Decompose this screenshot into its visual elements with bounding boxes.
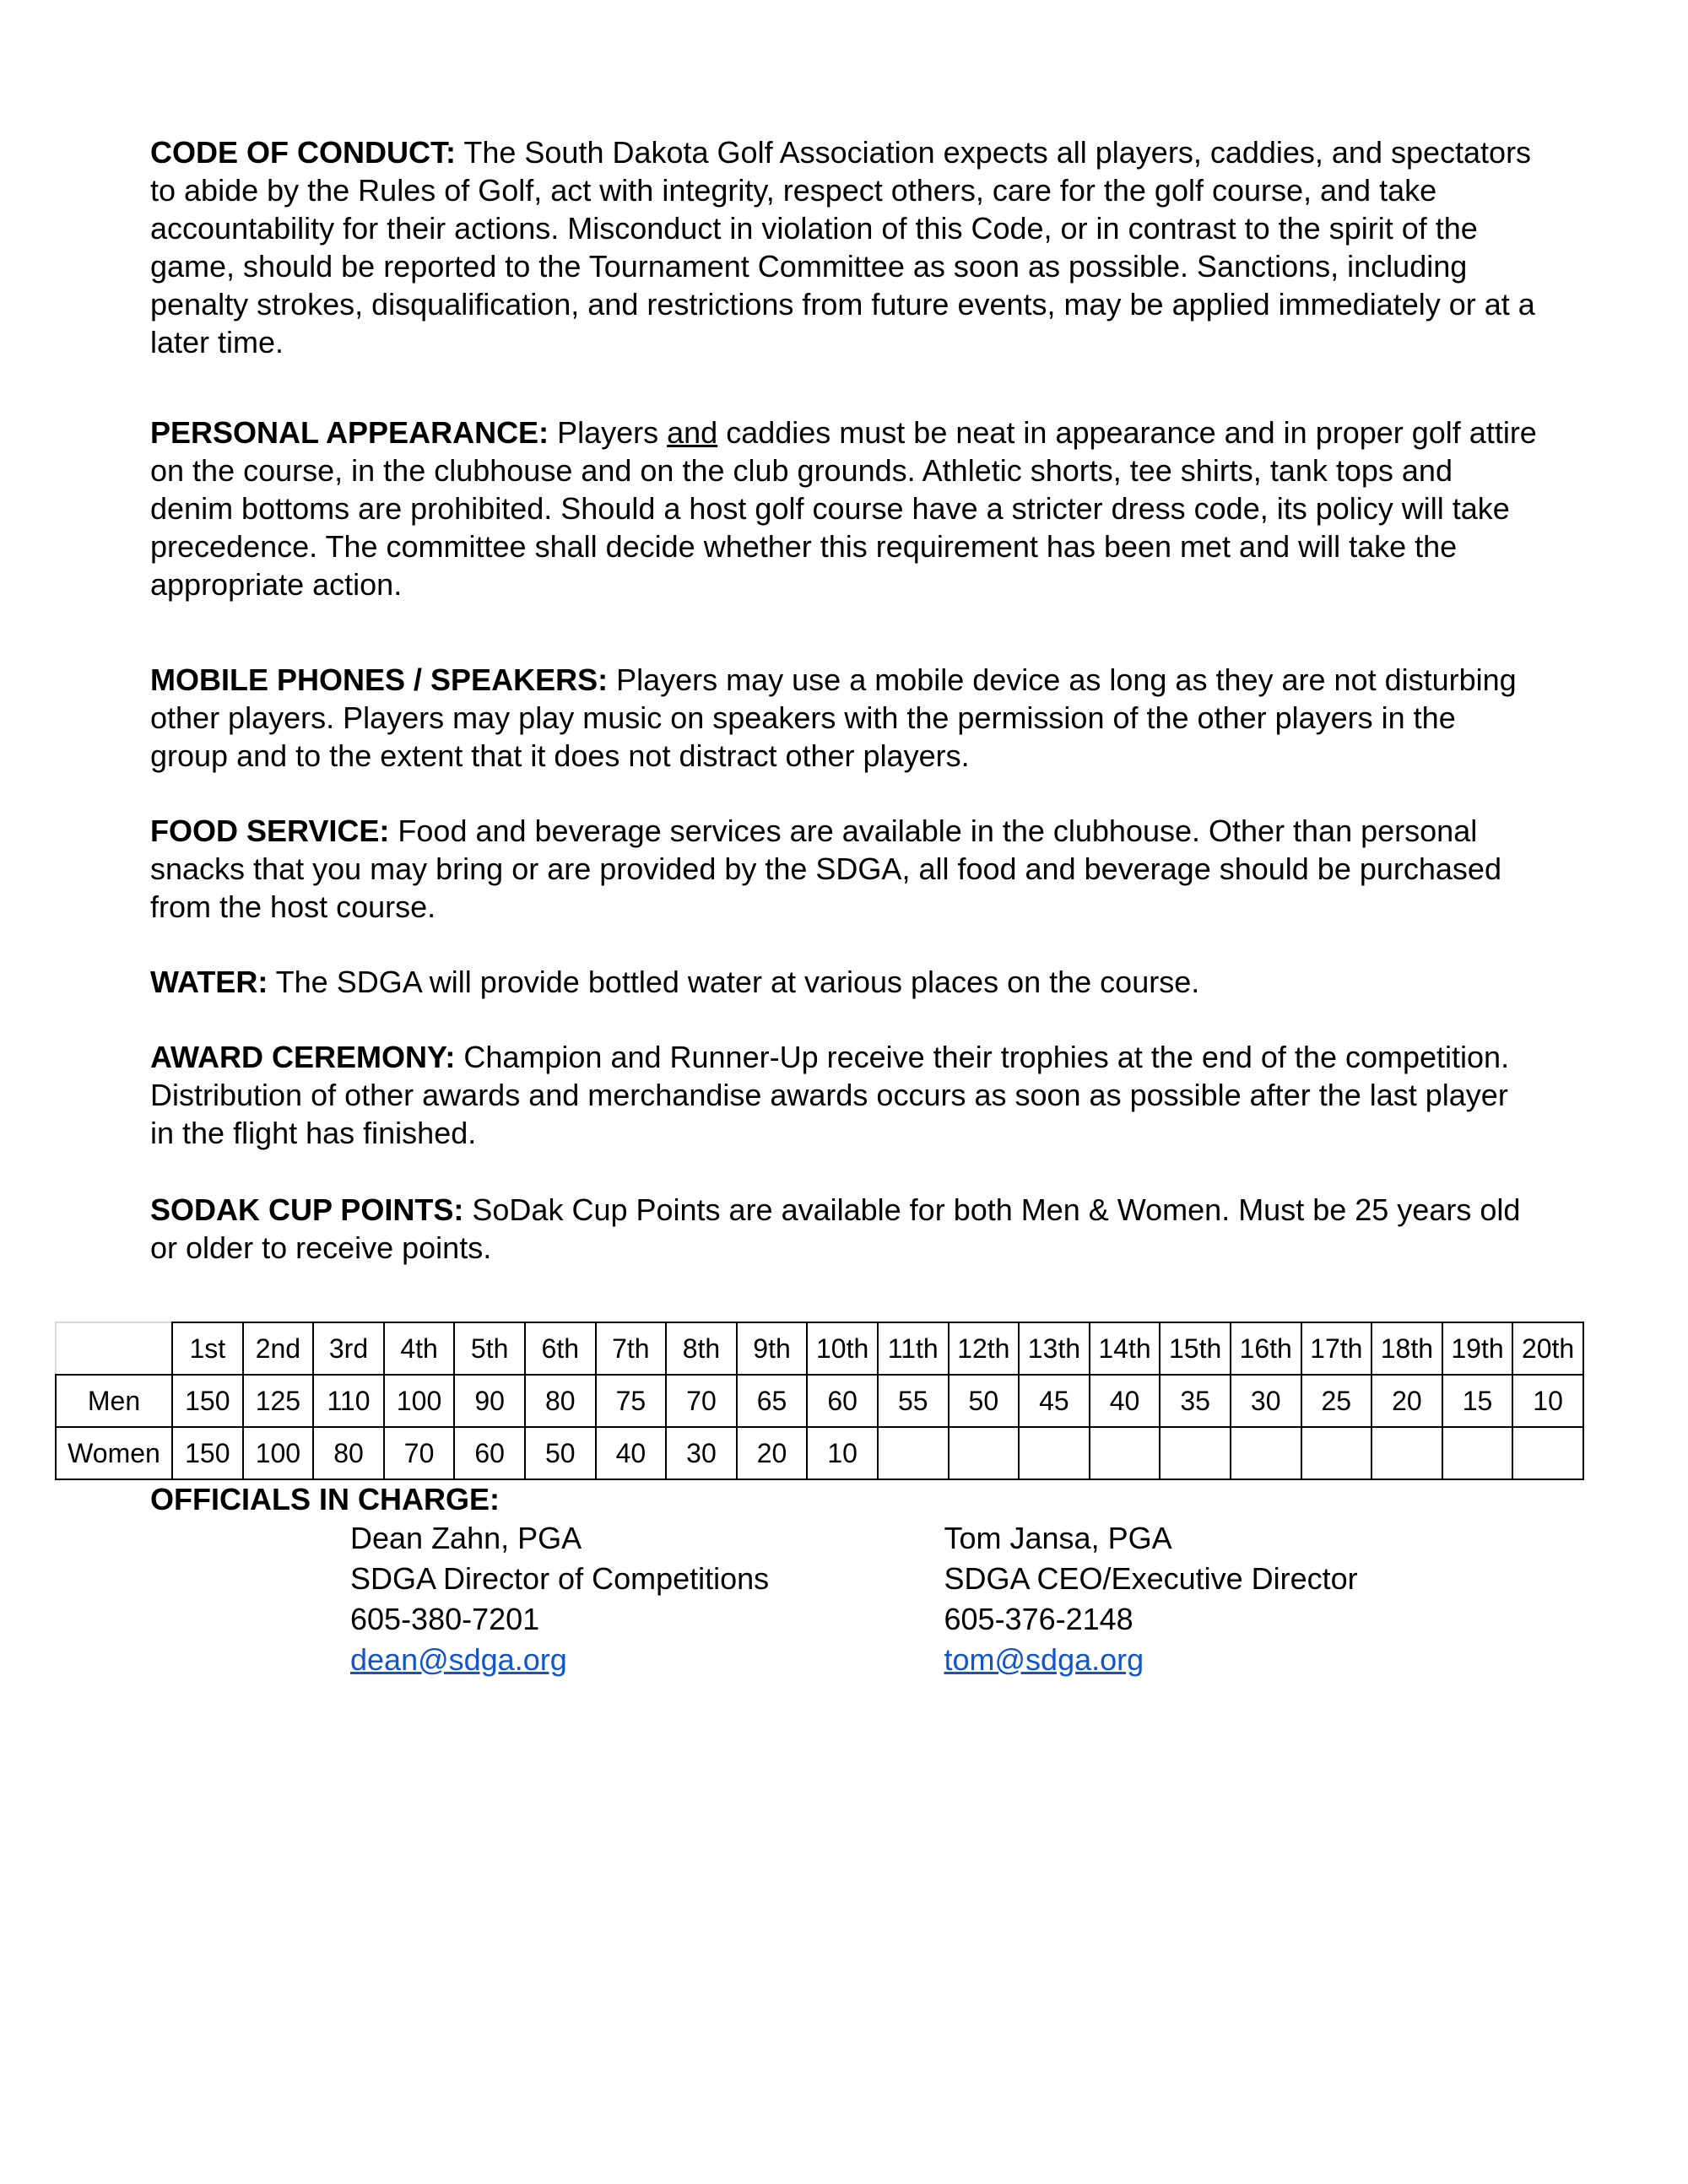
men-points: 30 bbox=[1231, 1375, 1301, 1427]
section-label: WATER: bbox=[150, 965, 268, 999]
men-points: 125 bbox=[243, 1375, 314, 1427]
section-body: Players may use a mobile device as long as they are not disturbing other players. Players may play music on speakers with the permission of the other players in the group and to the extent that it does not distract other players. bbox=[150, 662, 1517, 773]
women-points: 30 bbox=[666, 1427, 737, 1479]
contact-name: Tom Jansa, PGA bbox=[944, 1521, 1172, 1555]
row-label-men: Men bbox=[56, 1375, 172, 1427]
women-points: 70 bbox=[384, 1427, 455, 1479]
men-points: 60 bbox=[807, 1375, 878, 1427]
women-points bbox=[878, 1427, 949, 1479]
men-points: 45 bbox=[1019, 1375, 1090, 1427]
section-body: SoDak Cup Points are available for both Men & Women. Must be 25 years old or older to receive points. bbox=[150, 1192, 1521, 1265]
section-label: SODAK CUP POINTS: bbox=[150, 1192, 464, 1227]
section-body: Champion and Runner-Up receive their trophies at the end of the competition. Distribution of other awards and merchandise awards occurs as soon as possible after the last player in the flight has finished. bbox=[150, 1040, 1510, 1150]
section-body-pre: Players bbox=[557, 415, 668, 450]
section-award-ceremony bbox=[150, 1038, 1538, 1152]
section-label: AWARD CEREMONY: bbox=[150, 1040, 456, 1074]
section-label: PERSONAL APPEARANCE: bbox=[150, 415, 549, 450]
men-points: 25 bbox=[1301, 1375, 1372, 1427]
place-header: 16th bbox=[1231, 1322, 1301, 1375]
women-points: 150 bbox=[172, 1427, 243, 1479]
women-points: 50 bbox=[525, 1427, 596, 1479]
men-points: 70 bbox=[666, 1375, 737, 1427]
women-points bbox=[949, 1427, 1020, 1479]
section-code-of-conduct bbox=[150, 133, 1538, 361]
section-label: FOOD SERVICE: bbox=[150, 814, 390, 848]
men-points: 90 bbox=[454, 1375, 525, 1427]
women-points: 10 bbox=[807, 1427, 878, 1479]
women-points bbox=[1019, 1427, 1090, 1479]
place-header: 19th bbox=[1442, 1322, 1513, 1375]
women-points bbox=[1231, 1427, 1301, 1479]
place-header: 12th bbox=[949, 1322, 1020, 1375]
contact-email-line bbox=[944, 1640, 1539, 1680]
men-points: 40 bbox=[1090, 1375, 1160, 1427]
contact-name: Dean Zahn, PGA bbox=[350, 1521, 582, 1555]
document-content bbox=[68, 133, 1575, 1680]
place-header: 6th bbox=[525, 1322, 596, 1375]
section-label: CODE OF CONDUCT: bbox=[150, 135, 456, 170]
contact-phone: 605-376-2148 bbox=[944, 1602, 1133, 1636]
women-points-row bbox=[56, 1427, 1583, 1479]
men-points: 75 bbox=[596, 1375, 667, 1427]
place-header: 1st bbox=[172, 1322, 243, 1375]
men-points: 15 bbox=[1442, 1375, 1513, 1427]
officials-contacts bbox=[350, 1518, 1538, 1680]
section-water bbox=[150, 963, 1538, 1001]
men-points: 110 bbox=[313, 1375, 384, 1427]
women-points bbox=[1090, 1427, 1160, 1479]
women-points bbox=[1512, 1427, 1583, 1479]
contact-phone: 605-380-7201 bbox=[350, 1602, 540, 1636]
section-sodak-cup-points bbox=[150, 1191, 1538, 1267]
underlined-word: and bbox=[667, 415, 718, 450]
contact-email-link[interactable]: tom@sdga.org bbox=[944, 1642, 1144, 1677]
contact-title: SDGA Director of Competitions bbox=[350, 1561, 770, 1596]
contact-title: SDGA CEO/Executive Director bbox=[944, 1561, 1358, 1596]
men-points: 20 bbox=[1372, 1375, 1442, 1427]
table-corner-cell bbox=[56, 1322, 172, 1375]
women-points bbox=[1160, 1427, 1231, 1479]
men-points-row bbox=[56, 1375, 1583, 1427]
section-personal-appearance bbox=[150, 414, 1538, 603]
officials-in-charge-heading: OFFICIALS IN CHARGE: bbox=[150, 1482, 500, 1516]
women-points: 100 bbox=[243, 1427, 314, 1479]
contact-email-link[interactable]: dean@sdga.org bbox=[350, 1642, 567, 1677]
place-header: 13th bbox=[1019, 1322, 1090, 1375]
section-body-post: caddies must be neat in appearance and in proper golf attire on the course, in the clubhouse and on the club grounds. Athletic shorts, tee shirts, tank tops and denim bottoms are prohibited. Should a host golf course have a stricter dress code, its policy will take precedence. The committee shall decide whether this requirement has been met and will take the appropriate action. bbox=[150, 415, 1537, 602]
place-header: 10th bbox=[807, 1322, 878, 1375]
contact-card-tom bbox=[944, 1518, 1539, 1680]
women-points: 80 bbox=[313, 1427, 384, 1479]
men-points: 80 bbox=[525, 1375, 596, 1427]
place-header: 14th bbox=[1090, 1322, 1160, 1375]
table-header-row bbox=[56, 1322, 1583, 1375]
place-header: 18th bbox=[1372, 1322, 1442, 1375]
place-header: 11th bbox=[878, 1322, 949, 1375]
men-points: 10 bbox=[1512, 1375, 1583, 1427]
men-points: 150 bbox=[172, 1375, 243, 1427]
sodak-cup-points-table bbox=[55, 1322, 1584, 1480]
women-points bbox=[1301, 1427, 1372, 1479]
men-points: 100 bbox=[384, 1375, 455, 1427]
contact-card-dean bbox=[350, 1518, 944, 1680]
place-header: 15th bbox=[1160, 1322, 1231, 1375]
women-points: 40 bbox=[596, 1427, 667, 1479]
women-points: 20 bbox=[737, 1427, 808, 1479]
place-header: 4th bbox=[384, 1322, 455, 1375]
section-food-service bbox=[150, 812, 1538, 926]
men-points: 55 bbox=[878, 1375, 949, 1427]
place-header: 20th bbox=[1512, 1322, 1583, 1375]
men-points: 65 bbox=[737, 1375, 808, 1427]
women-points bbox=[1442, 1427, 1513, 1479]
place-header: 17th bbox=[1301, 1322, 1372, 1375]
section-body: The SDGA will provide bottled water at various places on the course. bbox=[275, 965, 1200, 999]
section-body: Food and beverage services are available in the clubhouse. Other than personal snacks that you may bring or are provided by the SDGA, all food and beverage should be purchased from the host course. bbox=[150, 814, 1501, 924]
contact-email-line bbox=[350, 1640, 944, 1680]
place-header: 8th bbox=[666, 1322, 737, 1375]
section-label: MOBILE PHONES / SPEAKERS: bbox=[150, 662, 609, 697]
men-points: 35 bbox=[1160, 1375, 1231, 1427]
row-label-women: Women bbox=[56, 1427, 172, 1479]
section-body: The South Dakota Golf Association expects all players, caddies, and spectators to abide by the Rules of Golf, act with integrity, respect others, care for the golf course, and take accountability for their actions. Misconduct in violation of this Code, or in contrast to the spirit of the game, should be reported to the Tournament Committee as soon as possible. Sanctions, including penalty strokes, disqualification, and restrictions from future events, may be applied immediately or at a later time. bbox=[150, 135, 1535, 359]
place-header: 2nd bbox=[243, 1322, 314, 1375]
section-mobile-phones-speakers bbox=[150, 661, 1538, 775]
place-header: 7th bbox=[596, 1322, 667, 1375]
place-header: 5th bbox=[454, 1322, 525, 1375]
place-header: 3rd bbox=[313, 1322, 384, 1375]
women-points: 60 bbox=[454, 1427, 525, 1479]
women-points bbox=[1372, 1427, 1442, 1479]
place-header: 9th bbox=[737, 1322, 808, 1375]
men-points: 50 bbox=[949, 1375, 1020, 1427]
